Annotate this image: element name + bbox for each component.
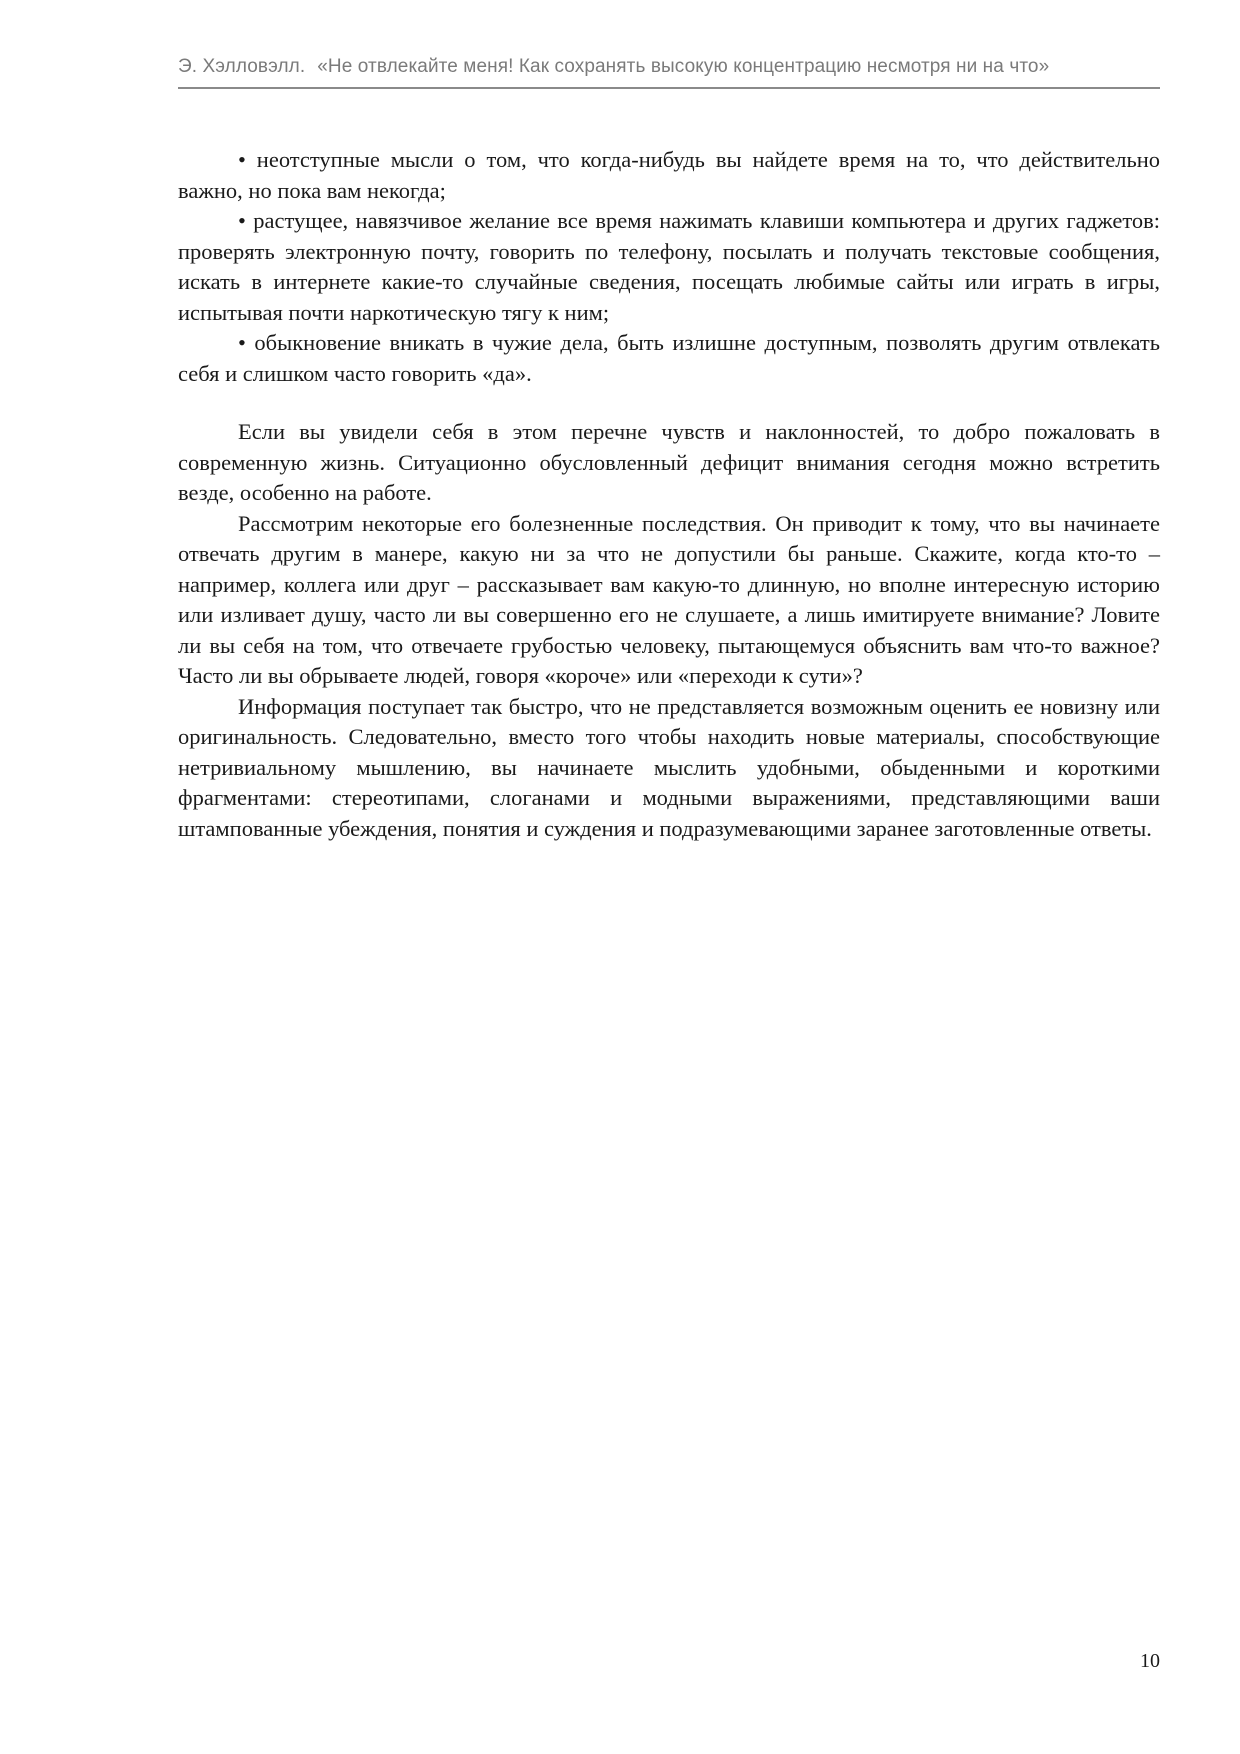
- paragraph: Информация поступает так быстро, что не представляется возможным оценить ее новизну или оригинальность. Следовательно, вместо того чтобы находить новые материалы, способствующие нетривиальному мышлению, вы начинаете мыслить удобными, обыденными и короткими фрагментами: стереотипами, слоганами и модными выражениями, представляющими ваши штампованные убеждения, понятия и суждения и подразумевающими заранее заготовленные ответы.: [178, 693, 1160, 841]
- header-book-title: «Не отвлекайте меня! Как сохранять высокую концентрацию несмотря ни на что»: [317, 56, 1050, 77]
- body-text: [178, 145, 1160, 844]
- bullet-item: • растущее, навязчивое желание все время нажимать клавиши компьютера и других гаджетов: проверять электронную почту, говорить по телефону, посылать и получать текстовые сообщения, искать в интернете какие-то случайные сведения, посещать любимые сайты или играть в игры, испытывая почти наркотическую тягу к ним;: [178, 208, 1160, 325]
- header-author: Э. Хэлловэлл.: [178, 56, 306, 77]
- header-divider: [178, 87, 1160, 89]
- paragraph: Рассмотрим некоторые его болезненные последствия. Он приводит к тому, что вы начинаете отвечать другим в манере, какую ни за что не допустили бы раньше. Скажите, когда кто-то – например, коллега или друг – рассказывает вам какую-то длинную, но вполне интересную историю или изливает душу, часто ли вы совершенно его не слушаете, а лишь имитируете внимание? Ловите ли вы себя на том, что отвечаете грубостью человеку, пытающемуся объяснить вам что-то важное? Часто ли вы обрываете людей, говоря «короче» или «переходи к сути»?: [178, 510, 1160, 688]
- bullet-item: • неотступные мысли о том, что когда-нибудь вы найдете время на то, что действительно важно, но пока вам некогда;: [178, 147, 1160, 203]
- paragraph: Если вы увидели себя в этом перечне чувств и наклонностей, то добро пожаловать в современную жизнь. Ситуационно обусловленный дефицит внимания сегодня можно встретить везде, особенно на работе.: [178, 419, 1160, 505]
- bullet-item: • обыкновение вникать в чужие дела, быть излишне доступным, позволять другим отвлекать себя и слишком часто говорить «да».: [178, 330, 1160, 386]
- running-header: [178, 56, 1160, 78]
- page-number: 10: [1140, 1650, 1160, 1672]
